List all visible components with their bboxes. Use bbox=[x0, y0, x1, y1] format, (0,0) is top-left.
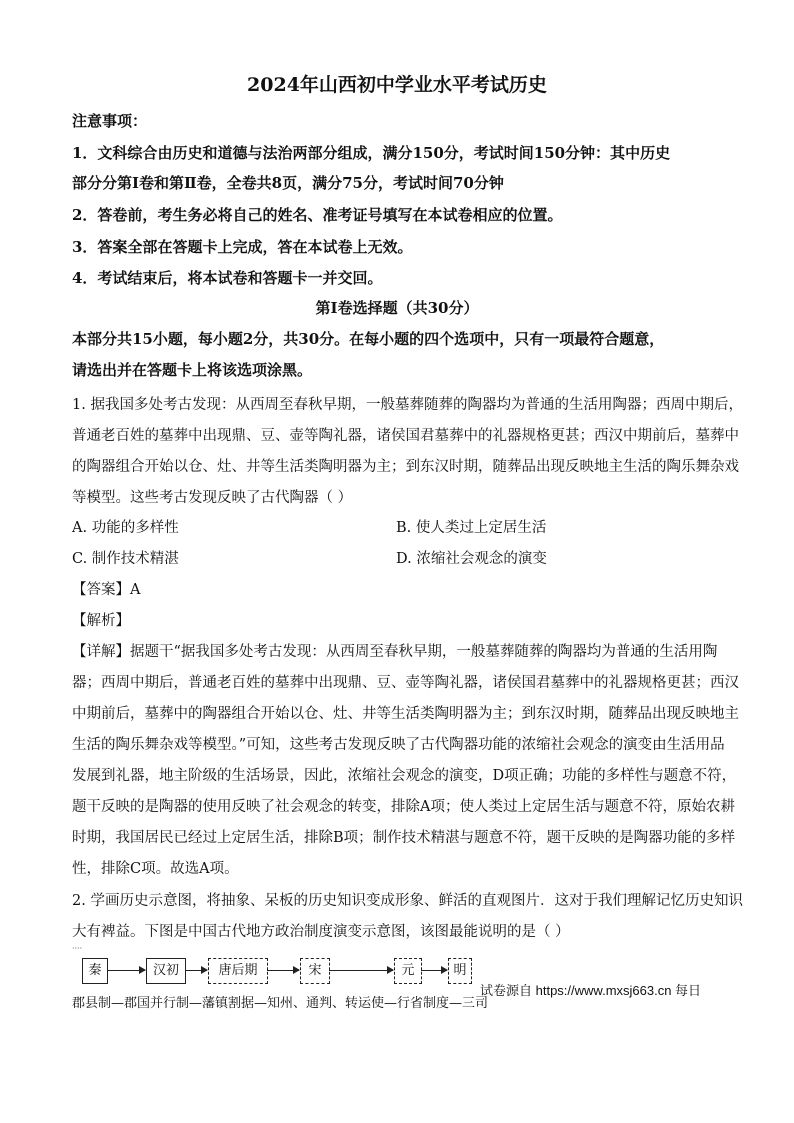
diagram-box-han: 汉初 bbox=[146, 958, 186, 984]
q1-analysis-label: 【解析】 bbox=[72, 613, 130, 629]
diagram-arrow bbox=[107, 970, 145, 971]
source-watermark: 试卷源自 https://www.mxsj663.cn 每日 bbox=[480, 983, 702, 998]
q1-option-b: B. 使人类过上定居生活 bbox=[396, 520, 547, 536]
q1-detail-5: 发展到礼器，地主阶级的生活场景，因此，浓缩社会观念的演变，D项正确；功能的多样性与题意不符， bbox=[72, 768, 737, 784]
q1-detail-7: 时期，我国居民已经过上定居生活，排除B项；制作技术精湛与题意不符，题干反映的是陶器功能的多样 bbox=[72, 830, 736, 846]
q2-stem-1: 2. 学画历史示意图，将抽象、呆板的历史知识变成形象、鲜活的直观图片．这对于我们理解记忆历史知识 bbox=[72, 893, 743, 909]
q1-answer: 【答案】A bbox=[72, 582, 141, 598]
diagram-arrow bbox=[329, 970, 393, 971]
q2-diagram bbox=[72, 944, 732, 1014]
diagram-box-ming: 明 bbox=[448, 958, 472, 984]
diagram-arrow bbox=[267, 970, 299, 971]
diagram-arrow bbox=[185, 970, 207, 971]
diagram-box-yuan: 元 bbox=[394, 958, 422, 984]
q1-stem-2: 普通老百姓的墓葬中出现鼎、豆、壶等陶礼器，诸侯国君墓葬中的礼器规格更甚；西汉中期前后，墓葬中 bbox=[72, 428, 739, 444]
q2-stem-2: 大有裨益。下图是中国古代地方政治制度演变示意图，该图最能说明的是（ ） bbox=[72, 924, 570, 940]
notice-item-1: 1．文科综合由历史和道德与法治两部分组成，满分150分，考试时间150分钟：其中历史 bbox=[72, 144, 671, 162]
diagram-arrow bbox=[421, 970, 447, 971]
q1-stem-3: 的陶器组合开始以仓、灶、井等生活类陶明器为主；到东汉时期，随葬品出现反映地主生活的陶乐舞杂戏 bbox=[72, 459, 739, 475]
diagram-dots: ···· bbox=[72, 944, 83, 953]
q1-stem-4: 等模型。这些考古发现反映了古代陶器（ ） bbox=[72, 490, 353, 506]
q1-option-a: A. 功能的多样性 bbox=[72, 520, 179, 536]
section-intro-1: 本部分共15小题，每小题2分，共30分。在每小题的四个选项中，只有一项最符合题意， bbox=[72, 330, 665, 348]
diagram-box-tang: 唐后期 bbox=[208, 958, 268, 984]
section-intro-2: 请选出并在答题卡上将该选项涂黑。 bbox=[72, 361, 313, 379]
notice-item-1-cont: 部分分第Ⅰ卷和第Ⅱ卷，全卷共8页，满分75分，考试时间70分钟 bbox=[72, 174, 504, 192]
q1-detail-2: 器；西周中期后，普通老百姓的墓葬中出现鼎、豆、壶等陶礼器，诸侯国君墓葬中的礼器规格更甚；西汉 bbox=[72, 675, 739, 691]
q1-stem-1: 1. 据我国多处考古发现：从西周至春秋早期，一般墓葬随葬的陶器均为普通的生活用陶器；西周中期后， bbox=[72, 397, 743, 413]
notice-heading: 注意事项： bbox=[72, 112, 148, 130]
q1-option-d: D. 浓缩社会观念的演变 bbox=[396, 551, 547, 567]
q1-detail-3: 中期前后，墓葬中的陶器组合开始以仓、灶、井等生活类陶明器为主；到东汉时期，随葬品出现反映地主 bbox=[72, 706, 739, 722]
q1-detail-6: 题干反映的是陶器的使用反映了社会观念的转变，排除A项；使人类过上定居生活与题意不符，原始农耕 bbox=[72, 799, 735, 815]
q1-detail-8: 性，排除C项。故选A项。 bbox=[72, 861, 239, 877]
q1-detail-4: 生活的陶乐舞杂戏等模型。”可知，这些考古发现反映了古代陶器功能的浓缩社会观念的演变由生活用品 bbox=[72, 737, 725, 753]
notice-item-3: 3．答案全部在答题卡上完成，答在本试卷上无效。 bbox=[72, 238, 413, 256]
section-title: 第Ⅰ卷选择题（共30分） bbox=[315, 299, 479, 317]
diagram-box-qin: 秦 bbox=[82, 958, 108, 984]
notice-item-2: 2．答卷前，考生务必将自己的姓名、准考证号填写在本试卷相应的位置。 bbox=[72, 206, 563, 224]
notice-item-4: 4．考试结束后，将本试卷和答题卡一并交回。 bbox=[72, 269, 383, 287]
diagram-box-song: 宋 bbox=[300, 958, 330, 984]
diagram-caption: 郡县制—郡国并行制—藩镇割据—知州、通判、转运使—行省制度—三司 bbox=[72, 996, 489, 1011]
page-title: 2024年山西初中学业水平考试历史 bbox=[247, 74, 547, 96]
q1-detail-1: 【详解】据题干“据我国多处考古发现：从西周至春秋早期，一般墓葬随葬的陶器均为普通的生活用陶 bbox=[72, 644, 718, 660]
q1-option-c: C. 制作技术精湛 bbox=[72, 551, 179, 567]
